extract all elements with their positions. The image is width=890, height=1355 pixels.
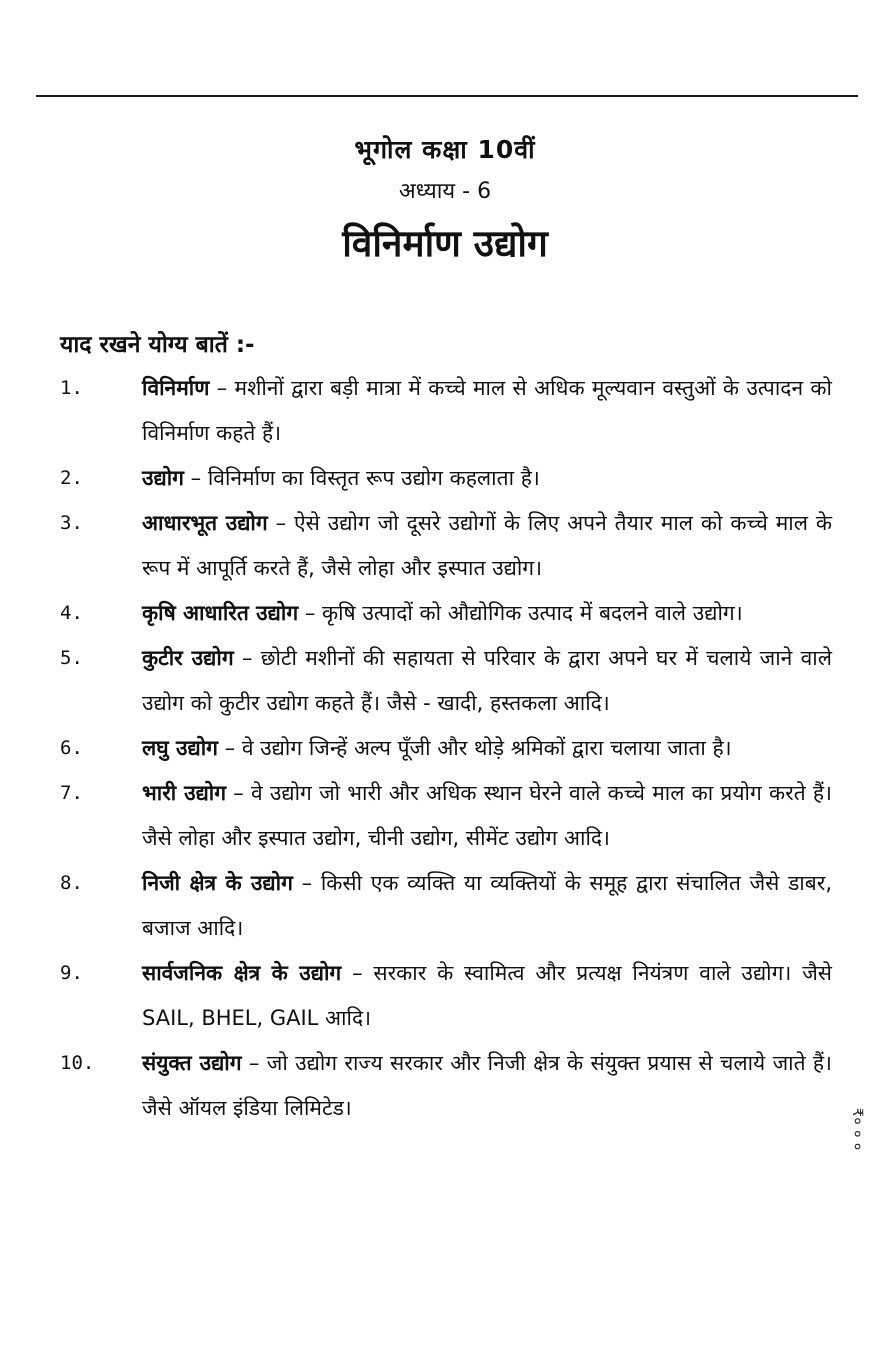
- list-item: [60, 591, 832, 636]
- chapter-number: अध्याय - 6: [398, 179, 492, 204]
- item-term: विनिर्माण: [142, 376, 210, 400]
- item-text: [142, 456, 832, 501]
- remember-heading: याद रखने योग्य बातें :-: [60, 332, 255, 358]
- item-number: 2.: [60, 467, 83, 489]
- item-term: उद्योग: [142, 466, 184, 490]
- item-text: [142, 951, 832, 1041]
- item-text: [142, 726, 832, 771]
- list-item: [60, 636, 832, 726]
- item-term: सार्वजनिक क्षेत्र के उद्योग: [142, 961, 342, 985]
- page-header: [0, 128, 890, 274]
- item-number: 9.: [60, 962, 83, 984]
- list-item: [60, 861, 832, 951]
- item-description: – वे उद्योग जो भारी और अधिक स्थान घेरने वाले कच्चे माल का प्रयोग करते हैं। जैसे लोहा और इस्पात उद्योग, चीनी उद्योग, सीमेंट उद्योग आदि।: [142, 781, 833, 850]
- item-text: [142, 366, 832, 456]
- item-text: [142, 861, 832, 951]
- item-term: कृषि आधारित उद्योग: [142, 601, 299, 625]
- item-term: आधारभूत उद्योग: [142, 511, 268, 535]
- item-text: [142, 501, 832, 591]
- item-number: 7.: [60, 782, 83, 804]
- item-text: [142, 636, 832, 726]
- item-number: 10.: [60, 1052, 95, 1074]
- item-number: 6.: [60, 737, 83, 759]
- list-item: [60, 951, 832, 1041]
- item-term: निजी क्षेत्र के उद्योग: [142, 871, 293, 895]
- item-description: – ऐसे उद्योग जो दूसरे उद्योगों के लिए अपने तैयार माल को कच्चे माल के रूप में आपूर्ति करते हैं, जैसे लोहा और इस्पात उद्योग।: [142, 511, 832, 580]
- list-item: [60, 1041, 832, 1131]
- side-margin-mark: ₹० ० ०: [849, 1108, 865, 1151]
- item-text: [142, 1041, 832, 1131]
- item-term: लघु उद्योग: [142, 736, 218, 760]
- item-description: – मशीनों द्वारा बड़ी मात्रा में कच्चे माल से अधिक मूल्यवान वस्तुओं के उत्पादन को विनिर्माण कहते हैं।: [142, 376, 832, 445]
- item-description: – कृषि उत्पादों को औद्योगिक उत्पाद में बदलने वाले उद्योग।: [298, 601, 743, 625]
- list-item: [60, 366, 832, 456]
- item-number: 5.: [60, 647, 83, 669]
- points-list: [60, 366, 832, 1131]
- chapter-title: विनिर्माण उद्योग: [342, 222, 548, 265]
- item-description: – वे उद्योग जिन्हें अल्प पूँजी और थोड़े श्रमिकों द्वारा चलाया जाता है।: [217, 736, 732, 760]
- item-term: कुटीर उद्योग: [142, 646, 234, 670]
- item-description: – जो उद्योग राज्य सरकार और निजी क्षेत्र के संयुक्त प्रयास से चलाये जाते हैं। जैसे ऑयल इंडिया लिमिटेड।: [142, 1051, 832, 1120]
- item-description: – विनिर्माण का विस्तृत रूप उद्योग कहलाता है।: [184, 466, 540, 490]
- item-term: संयुक्त उद्योग: [142, 1051, 242, 1075]
- item-description: – छोटी मशीनों की सहायता से परिवार के द्वारा अपने घर में चलाये जाने वाले उद्योग को कुटीर उद्योग कहते हैं। जैसे - खादी, हस्तकला आदि।: [142, 646, 832, 715]
- list-item: [60, 501, 832, 591]
- item-number: 3.: [60, 512, 83, 534]
- item-text: [142, 591, 832, 636]
- item-term: भारी उद्योग: [142, 781, 227, 805]
- list-item: [60, 456, 832, 501]
- item-text: [142, 771, 832, 861]
- item-description: – किसी एक व्यक्ति या व्यक्तियों के समूह द्वारा संचालित जैसे डाबर, बजाज आदि।: [142, 871, 832, 940]
- top-rule: [36, 95, 858, 97]
- subject-title: भूगोल कक्षा 10वीं: [354, 135, 536, 164]
- item-number: 1.: [60, 377, 83, 399]
- item-number: 4.: [60, 602, 83, 624]
- item-number: 8.: [60, 872, 83, 894]
- list-item: [60, 771, 832, 861]
- list-item: [60, 726, 832, 771]
- item-description: – सरकार के स्वामित्व और प्रत्यक्ष नियंत्रण वाले उद्योग। जैसे SAIL, BHEL, GAIL आदि।: [142, 961, 832, 1030]
